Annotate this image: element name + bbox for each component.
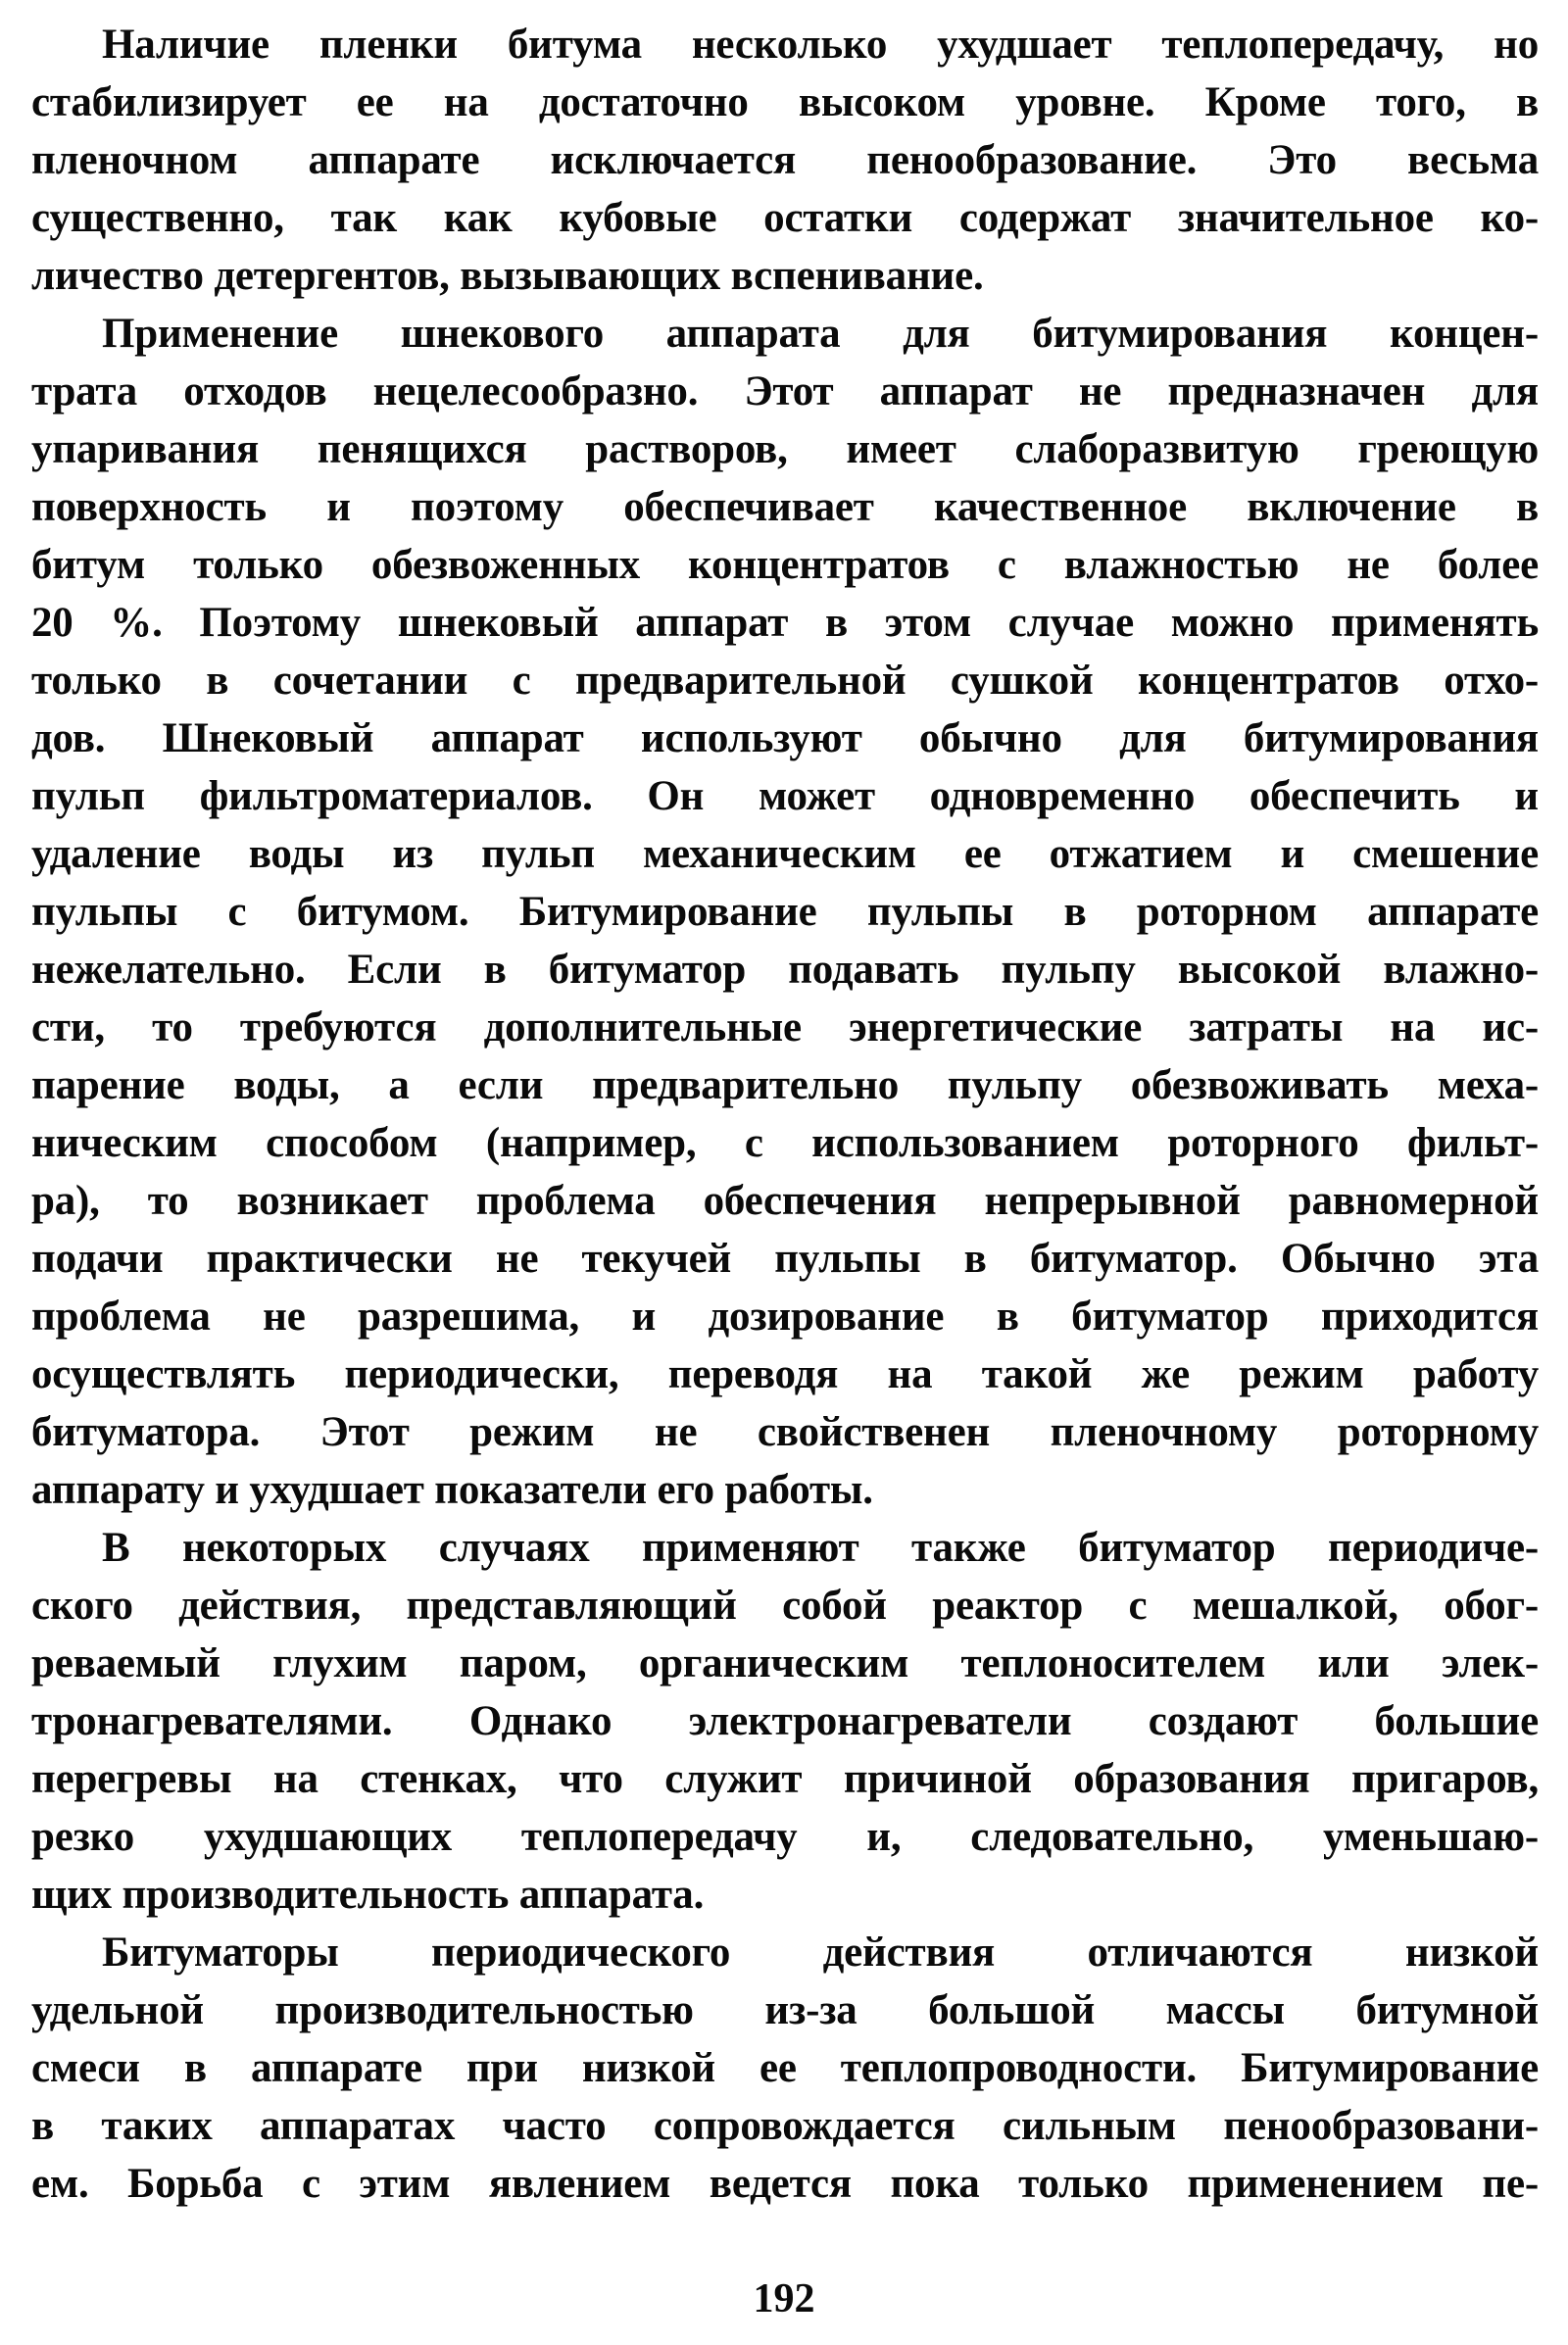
text-line: существенно, так как кубовые остатки содержат значительное ко- <box>31 195 1539 241</box>
text-line: удаление воды из пульп механическим ее отжатием и смешение <box>31 831 1539 877</box>
text-line: Применение шнекового аппарата для битумирования концен- <box>102 311 1539 357</box>
text-line: тронагревателями. Однако электронагреватели создают большие <box>31 1698 1539 1744</box>
paragraph <box>31 1924 1539 2213</box>
text-line: 20 %. Поэтому шнековый аппарат в этом случае можно применять <box>31 600 1539 646</box>
text-line: нежелательно. Если в битуматор подавать пульпу высокой влажно- <box>31 947 1539 993</box>
page-number: 192 <box>753 2276 815 2321</box>
text-line: поверхность и поэтому обеспечивает качественное включение в <box>31 484 1539 530</box>
text-line: битуматора. Этот режим не свойственен пленочному роторному <box>31 1409 1539 1455</box>
text-line: в таких аппаратах часто сопровождается сильным пенообразовани- <box>31 2103 1539 2149</box>
paragraph <box>31 16 1539 305</box>
text-line: перегревы на стенках, что служит причиной образования пригаров, <box>31 1756 1539 1802</box>
text-line: В некоторых случаях применяют также битуматор периодиче- <box>102 1525 1539 1571</box>
text-line: удельной производительностью из-за большой массы битумной <box>31 1987 1539 2033</box>
text-line: реваемый глухим паром, органическим теплоносителем или элек- <box>31 1640 1539 1686</box>
text-line: смеси в аппарате при низкой ее теплопроводности. Битумирование <box>31 2045 1539 2091</box>
text-line: осуществлять периодически, переводя на такой же режим работу <box>31 1351 1539 1397</box>
text-line: ническим способом (например, с использованием роторного фильт- <box>31 1120 1539 1166</box>
text-line: пульпы с битумом. Битумирование пульпы в роторном аппарате <box>31 889 1539 935</box>
text-line: ра), то возникает проблема обеспечения непрерывной равномерной <box>31 1178 1539 1224</box>
text-line: ского действия, представляющий собой реактор с мешалкой, обог- <box>31 1583 1539 1629</box>
text-line: личество детергентов, вызывающих вспенивание. <box>31 253 984 299</box>
text-line: сти, то требуются дополнительные энергетические затраты на ис- <box>31 1004 1539 1050</box>
text-line: стабилизирует ее на достаточно высоком уровне. Кроме того, в <box>31 79 1539 125</box>
text-line: проблема не разрешима, и дозирование в битуматор приходится <box>31 1294 1539 1340</box>
text-block <box>31 16 1539 2213</box>
text-line: битум только обезвоженных концентратов с влажностью не более <box>31 542 1539 588</box>
text-line: Битуматоры периодического действия отличаются низкой <box>102 1930 1539 1976</box>
text-line: парение воды, а если предварительно пульпу обезвоживать меха- <box>31 1062 1539 1108</box>
paragraph <box>31 305 1539 1519</box>
text-line: аппарату и ухудшает показатели его работы. <box>31 1467 873 1513</box>
text-line: подачи практически не текучей пульпы в битуматор. Обычно эта <box>31 1236 1539 1282</box>
text-line: трата отходов нецелесообразно. Этот аппарат не предназначен для <box>31 368 1539 415</box>
text-line: резко ухудшающих теплопередачу и, следовательно, уменьшаю- <box>31 1814 1539 1860</box>
paragraph <box>31 1519 1539 1924</box>
text-line: только в сочетании с предварительной сушкой концентратов отхо- <box>31 658 1539 704</box>
text-line: щих производительность аппарата. <box>31 1872 705 1918</box>
text-line: пленочном аппарате исключается пенообразование. Это весьма <box>31 137 1539 183</box>
text-line: дов. Шнековый аппарат используют обычно для битумирования <box>31 715 1539 761</box>
text-line: пульп фильтроматериалов. Он может одновременно обеспечить и <box>31 773 1539 819</box>
text-line: упаривания пенящихся растворов, имеет слаборазвитую греющую <box>31 426 1539 472</box>
text-line: ем. Борьба с этим явлением ведется пока только применением пе- <box>31 2161 1539 2207</box>
text-line: Наличие пленки битума несколько ухудшает теплопередачу, но <box>102 22 1539 68</box>
